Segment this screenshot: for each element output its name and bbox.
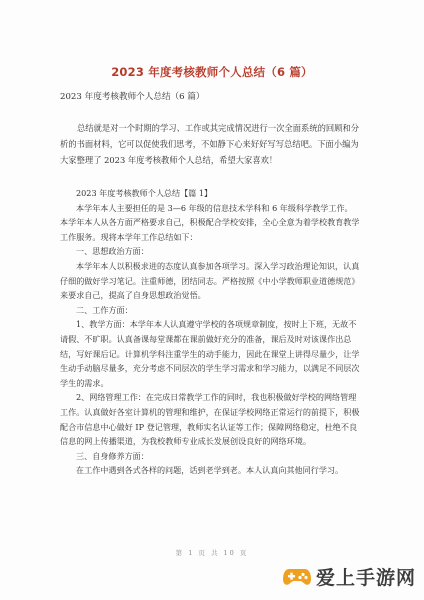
intro-paragraph: 总结就是对一个时期的学习、工作或其完成情况进行一次全面系统的回顾和分析的书面材料，它可以促使我们思考，不如静下心来好好写写总结吧。下面小编为大家整理了 2023 年度考核教师个人总结，希望大家喜欢！ (60, 123, 360, 165)
section-heading: 三、自身修养方面： (76, 450, 149, 461)
body-paragraph: 本学年本人以积极求进的态度认真参加各项学习。深入学习政治理论知识，认真仔细的做好学习笔记。注重师德，团结同志。严格按照《中小学教师职业道德规范》来要求自己，提高了自身思想政治觉悟。 (60, 260, 360, 301)
body-paragraph: 在工作中遇到各式各样的问题，话到老学到老。本人认真向其他同行学习。 (76, 465, 344, 476)
page-number: 第 1 页 共 10 页 (175, 549, 249, 557)
section-heading: 一、思想政治方面： (76, 246, 149, 257)
game-controller-logo-icon (282, 566, 312, 588)
watermark-text: 爱上手游网 (315, 567, 416, 589)
body-paragraph: 2、网络管理工作：在完成日常教学工作的同时，我也积极做好学校的网络管理工作。认真做好各室计算机的管理和维护，在保证学校网络正常运行的前提下，积极配合市信息中心做好 IP 登记管理，教师实名认证等工作；保障网络稳定，杜绝不良信息的网上传播渠道，为我校教师专业成长发展创设良好的网络环境。 (60, 392, 360, 447)
section-heading: 二、工作方面： (76, 304, 133, 315)
section-heading: 2023 年度考核教师个人总结【篇 1】 (76, 188, 213, 198)
body-paragraph: 本学年本人主要担任的是 3—6 年级的信息技术学科和 6 年级科学教学工作。本学年本人从各方面严格要求自己，积极配合学校安排，全心全意为着学校教育教学工作服务。现将本学年工作总结如下： (60, 202, 360, 242)
document-body (60, 186, 360, 478)
site-watermark (282, 563, 416, 590)
body-paragraph: 1、教学方面：本学年本人认真遵守学校的各项规章制度，按时上下班，无故不请假、不旷职。认真备课每堂课都在课前做好充分的准备，课后及时对该课作出总结，写好课后记。计算机学科注重学生的动手能力，因此在课堂上讲得尽量少，让学生动手动脑尽量多，充分考虑不同层次的学生学习需求和学习能力，以满足不同层次学生的需求。 (60, 319, 360, 388)
document-title: 2023 年度考核教师个人总结（6 篇） (111, 65, 313, 79)
document-subtitle: 2023 年度考核教师个人总结（6 篇） (60, 92, 205, 102)
